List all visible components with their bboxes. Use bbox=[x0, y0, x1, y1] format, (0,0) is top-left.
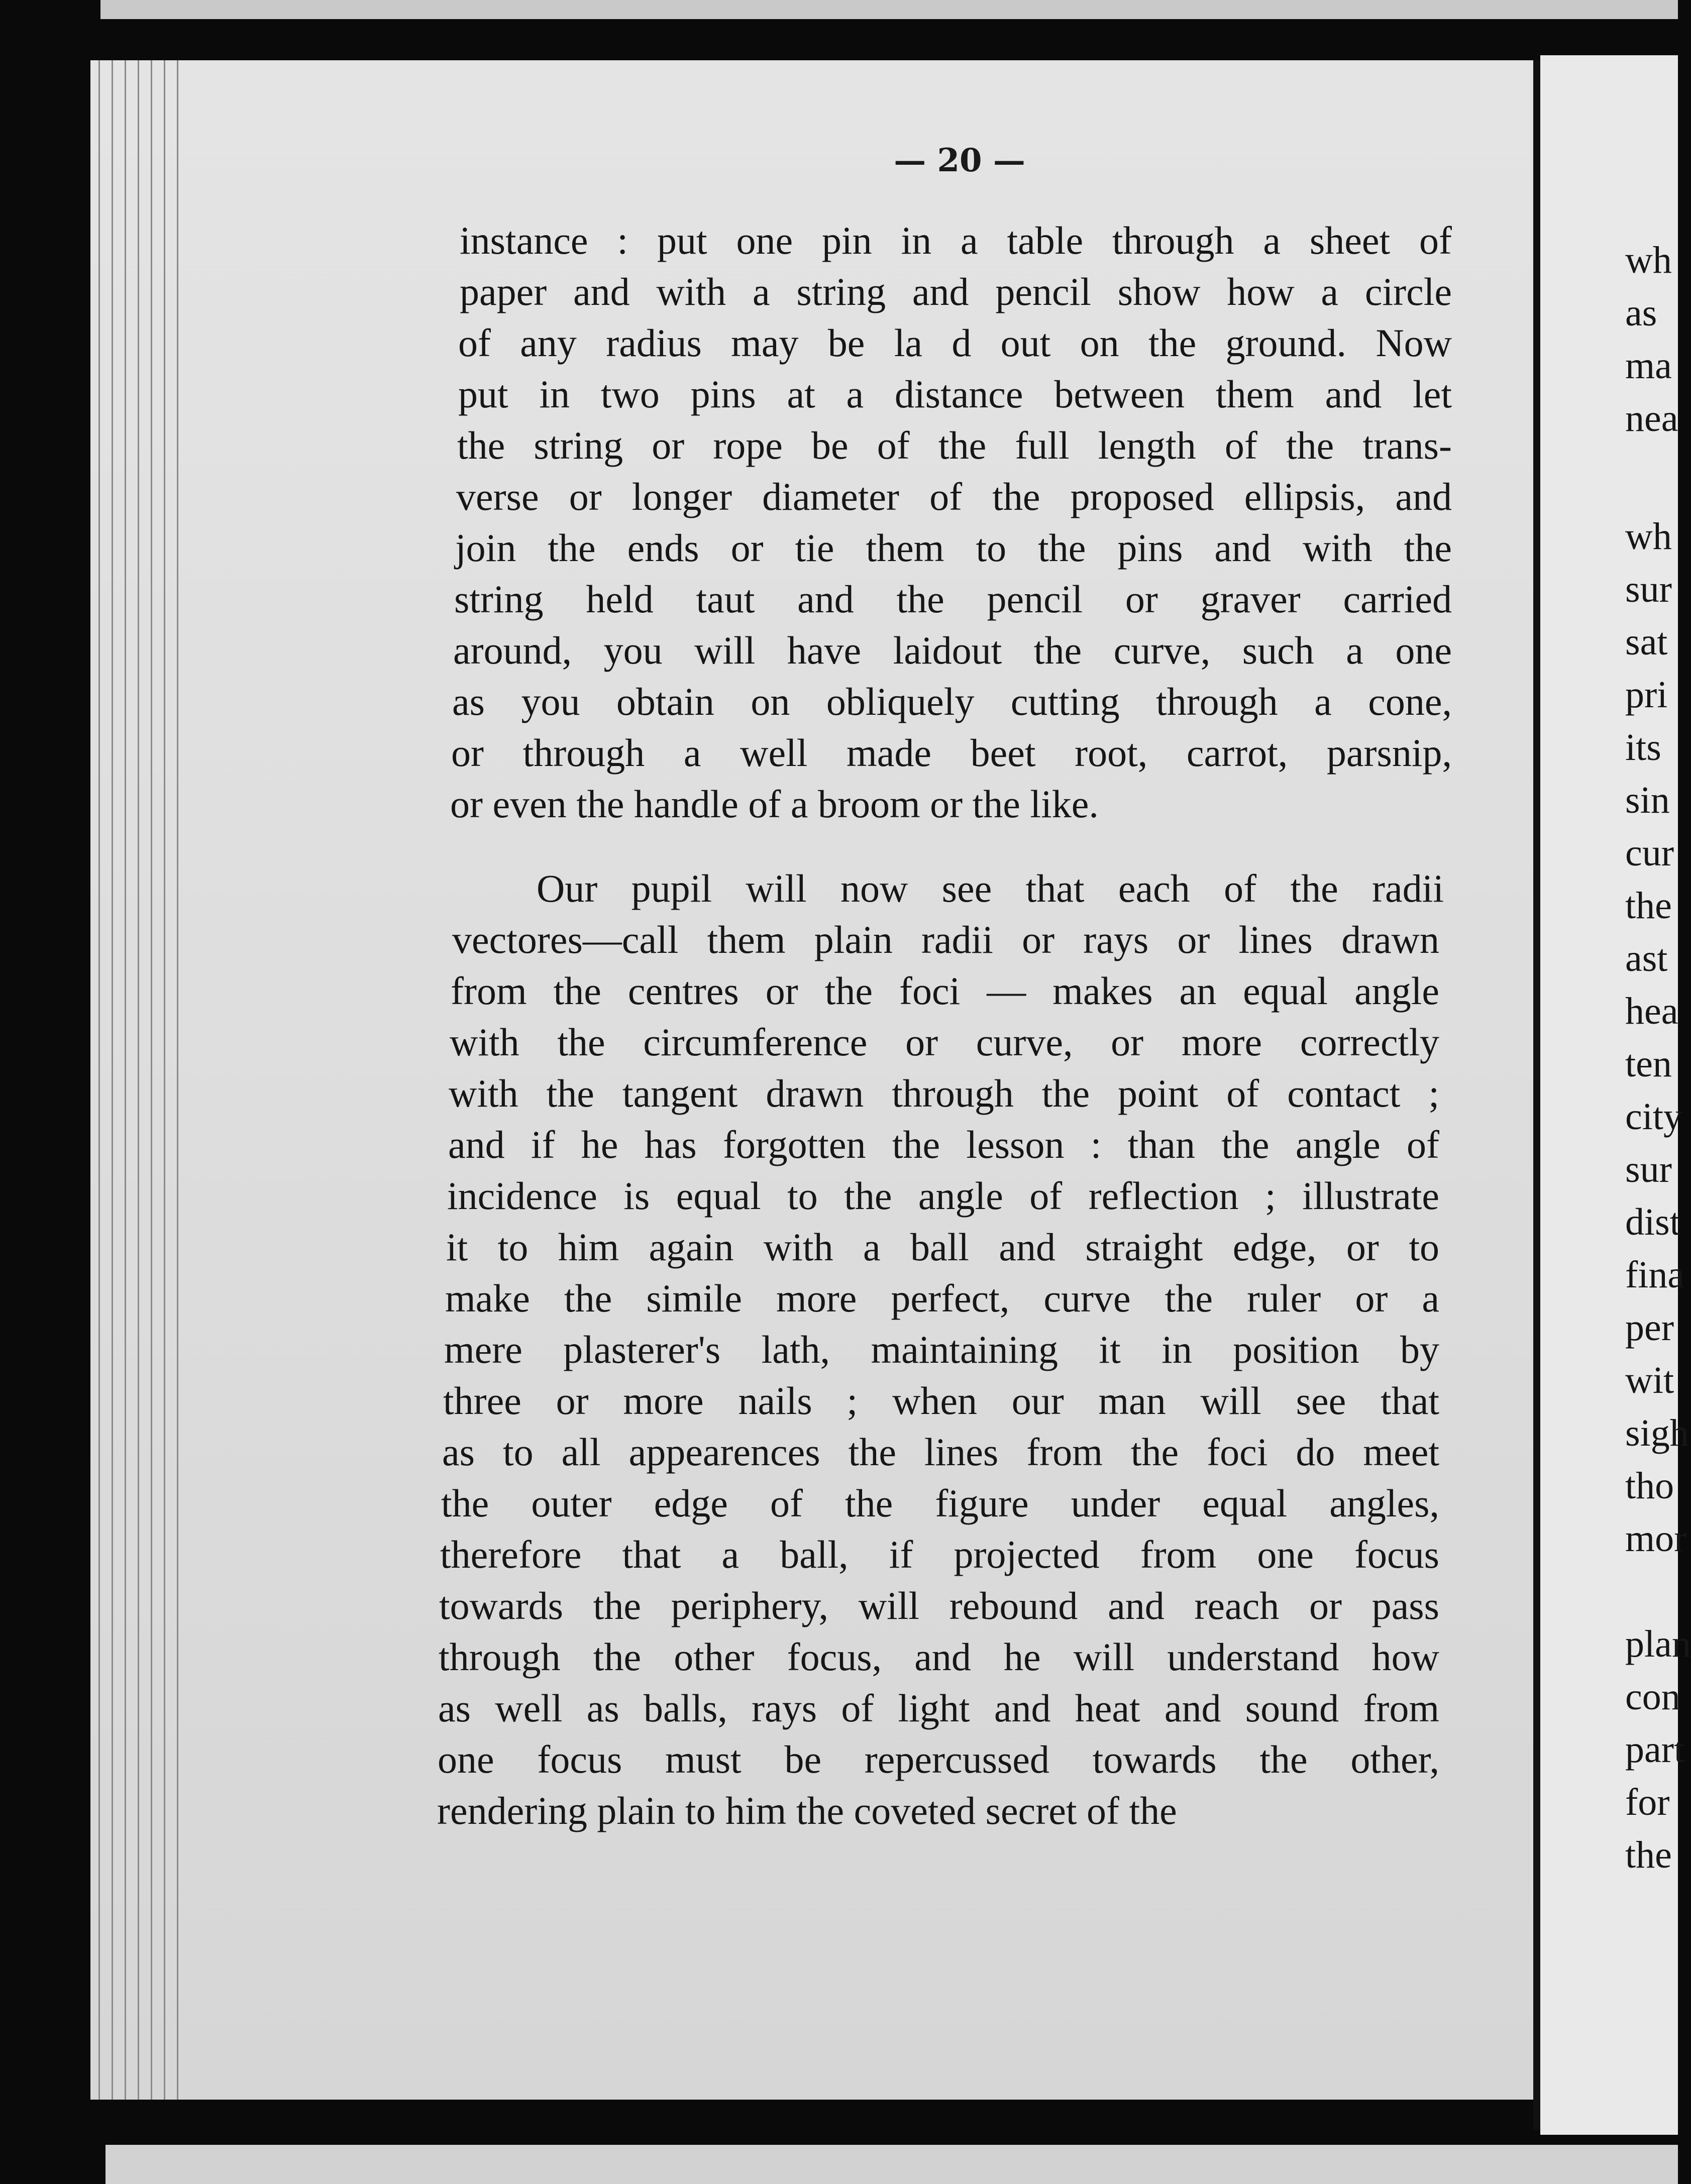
text-line: around, you will have laidout the curve, such a one bbox=[453, 628, 1452, 672]
facing-text-fragment: con bbox=[1625, 1676, 1680, 1718]
text-line: mere plasterer's lath, maintaining it in position by bbox=[444, 1328, 1439, 1371]
text-line: the outer edge of the figure under equal angles, bbox=[441, 1481, 1439, 1525]
facing-text-fragment: ast bbox=[1625, 937, 1668, 979]
text-line: one focus must be repercussed towards the other, bbox=[438, 1737, 1439, 1781]
page-edge bbox=[125, 60, 126, 2100]
facing-text-fragment: the bbox=[1625, 1834, 1672, 1876]
facing-text-fragment: pri bbox=[1625, 674, 1668, 716]
facing-text-fragment: hea bbox=[1625, 990, 1678, 1032]
text-line: and if he has forgotten the lesson : than the angle of bbox=[448, 1123, 1439, 1166]
text-line: make the simile more perfect, curve the ruler or a bbox=[445, 1276, 1439, 1320]
text-line: rendering plain to him the coveted secret of the bbox=[437, 1789, 1177, 1832]
text-line: towards the periphery, will rebound and reach or pass bbox=[439, 1584, 1439, 1627]
facing-text-fragment: mor bbox=[1625, 1517, 1687, 1560]
facing-text-fragment: cur bbox=[1625, 832, 1674, 874]
text-line: or through a well made beet root, carrot, parsnip, bbox=[451, 731, 1452, 775]
page-number: — 20 — bbox=[894, 142, 1025, 179]
text-line: with the tangent drawn through the point of contact ; bbox=[449, 1071, 1439, 1115]
text-line: as you obtain on obliquely cutting through a cone, bbox=[452, 680, 1452, 723]
text-line: Our pupil will now see that each of the radii bbox=[537, 866, 1444, 910]
text-line: paper and with a string and pencil show how a circle bbox=[460, 270, 1452, 313]
facing-text-fragment: sur bbox=[1625, 1148, 1672, 1190]
text-line: join the ends or tie them to the pins and with the bbox=[455, 526, 1452, 570]
facing-text-fragment: wh bbox=[1625, 239, 1672, 281]
text-line: incidence is equal to the angle of reflection ; illustrate bbox=[447, 1174, 1439, 1218]
text-line: from the centres or the foci — makes an equal angle bbox=[451, 969, 1439, 1013]
facing-text-fragment: for bbox=[1625, 1781, 1670, 1823]
text-line: as to all appearences the lines from the foci do meet bbox=[442, 1430, 1439, 1474]
facing-text-fragment: its bbox=[1625, 726, 1661, 769]
text-line: it to him again with a ball and straight edge, or to bbox=[446, 1225, 1439, 1269]
facing-text-fragment: plan bbox=[1625, 1623, 1691, 1665]
text-line: therefore that a ball, if projected from one focus bbox=[440, 1533, 1439, 1576]
text-line: instance : put one pin in a table through a sheet of bbox=[460, 219, 1452, 262]
page-edge bbox=[177, 60, 178, 2100]
facing-text-fragment: sigh bbox=[1625, 1412, 1689, 1454]
facing-text-fragment: city bbox=[1625, 1096, 1682, 1138]
facing-text-fragment: sat bbox=[1625, 621, 1668, 663]
text-line: three or more nails ; when our man will see that bbox=[443, 1379, 1439, 1423]
facing-text-fragment: fina bbox=[1625, 1254, 1685, 1296]
page-edge bbox=[138, 60, 139, 2100]
facing-text-fragment: ma bbox=[1625, 345, 1672, 387]
binding-gutter bbox=[1533, 60, 1540, 2130]
next-frame-strip bbox=[105, 2145, 1678, 2184]
page-edge bbox=[98, 60, 100, 2100]
facing-text-fragment: part bbox=[1625, 1728, 1685, 1771]
text-line: vectores—call them plain radii or rays or lines drawn bbox=[452, 918, 1439, 961]
page-edge bbox=[164, 60, 165, 2100]
facing-text-fragment: tho bbox=[1625, 1465, 1674, 1507]
text-line: or even the handle of a broom or the like. bbox=[450, 782, 1099, 826]
facing-text-fragment: the bbox=[1625, 885, 1672, 927]
facing-text-fragment: wit bbox=[1625, 1359, 1674, 1401]
facing-text-fragment: per bbox=[1625, 1306, 1674, 1349]
text-line: through the other focus, and he will understand how bbox=[439, 1635, 1439, 1679]
facing-text-fragment: as bbox=[1625, 292, 1657, 334]
previous-frame-strip bbox=[100, 0, 1678, 19]
facing-text-fragment: sur bbox=[1625, 568, 1672, 610]
facing-text-fragment: sin bbox=[1625, 779, 1670, 821]
facing-text-fragment: nea bbox=[1625, 397, 1678, 440]
facing-text-fragment: wh bbox=[1625, 515, 1672, 558]
text-line: the string or rope be of the full length of the trans- bbox=[457, 423, 1452, 467]
facing-text-fragment: dist bbox=[1625, 1201, 1680, 1243]
text-line: with the circumference or curve, or more correctly bbox=[450, 1020, 1439, 1064]
text-line: verse or longer diameter of the proposed ellipsis, and bbox=[456, 475, 1452, 518]
text-line: string held taut and the pencil or graver carried bbox=[454, 577, 1452, 621]
page-edge bbox=[112, 60, 113, 2100]
text-line: put in two pins at a distance between them and let bbox=[458, 372, 1452, 416]
text-line: as well as balls, rays of light and heat and sound from bbox=[438, 1686, 1439, 1730]
facing-text-fragment: ten bbox=[1625, 1043, 1672, 1085]
text-line: of any radius may be la d out on the ground. Now bbox=[458, 321, 1452, 365]
page-edge bbox=[151, 60, 152, 2100]
